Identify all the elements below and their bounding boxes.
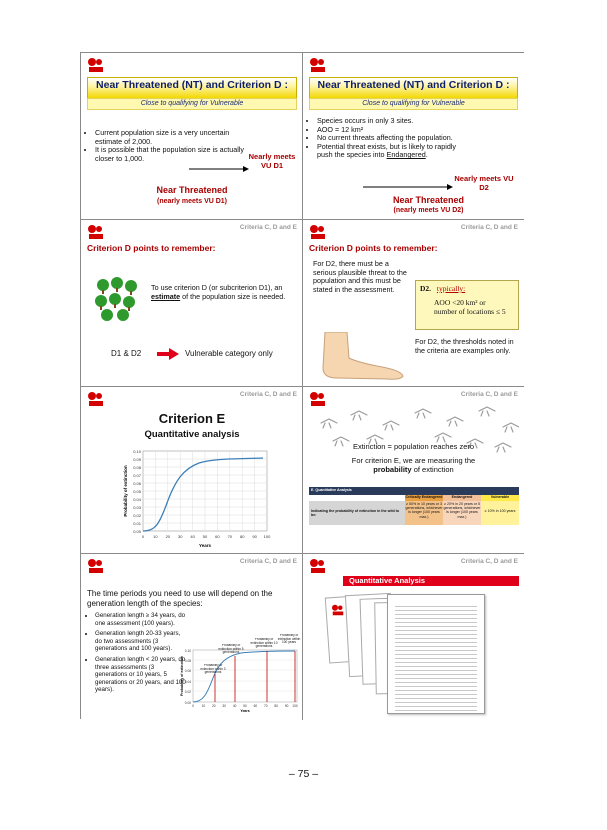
- intro-text: The time periods you need to use will depend on the generation length of the species:: [87, 589, 273, 608]
- extinction-definition: Extinction = population reaches zero: [352, 442, 475, 451]
- slide-8: [302, 554, 524, 720]
- criterion-e-text: For criterion E, we are measuring the probability of extinction: [351, 456, 476, 474]
- iucn-logo-icon: [87, 558, 105, 574]
- x-tick: 80: [274, 704, 278, 708]
- estimate-word: estimate: [151, 291, 181, 301]
- annotation-5-gen: Probability of extinction within 5 generations: [218, 644, 244, 655]
- x-tick: 50: [202, 534, 208, 539]
- criteria-label: Criteria C, D and E: [460, 558, 518, 565]
- d2-typically: typically:: [436, 284, 466, 293]
- y-axis-label: Probability of extinction: [180, 656, 184, 696]
- iucn-logo-icon: [87, 57, 105, 73]
- bullet-list: [87, 612, 187, 694]
- x-tick: 90: [252, 534, 257, 539]
- slide-banner: Quantitative Analysis: [343, 576, 519, 586]
- d-result: Vulnerable category only: [185, 349, 273, 358]
- slide-3: [81, 220, 303, 387]
- x-tick: 30: [177, 534, 183, 539]
- slide-title: Criterion D points to remember:: [87, 243, 216, 253]
- y-tick: 0.09: [133, 457, 141, 462]
- x-tick: 60: [215, 534, 220, 539]
- x-tick: 80: [239, 534, 245, 539]
- bullet-list: [87, 129, 245, 163]
- col-cr: Critically Endangered: [405, 495, 443, 499]
- criteria-label: Criteria C, D and E: [239, 558, 297, 565]
- slide-5: [81, 387, 303, 554]
- conclusion-sub: (nearly meets VU D2): [393, 207, 464, 214]
- x-tick: 50: [243, 704, 247, 708]
- slide-4: [302, 220, 524, 387]
- x-tick: 70: [264, 704, 268, 708]
- conclusion: Near Threatened: [156, 185, 228, 195]
- conclusion-sub: (nearly meets VU D1): [156, 198, 228, 205]
- x-tick: 10: [153, 534, 158, 539]
- x-tick: 30: [222, 704, 226, 708]
- y-tick: 0.10: [184, 649, 191, 653]
- d2-aoo: AOO <20 km² or: [434, 298, 486, 307]
- d-label: D1 & D2: [111, 349, 142, 358]
- bullet-item: • Generation length 20-33 years, do two assessments (3 generations and 100 years).: [95, 630, 187, 653]
- row-label: Indicating the probability of extinction in the wild to be:: [309, 501, 405, 525]
- slide-grid: [80, 52, 524, 719]
- y-tick: 0.10: [133, 449, 141, 454]
- slide-2: [302, 53, 524, 220]
- bullet-item: • Current population size is a very uncertain estimate of 2,000.: [95, 129, 245, 146]
- x-axis-label: Years: [240, 709, 250, 713]
- slide-title: Criterion E: [158, 411, 226, 426]
- bullet-item: • Generation length ≥ 34 years, do one assessment (100 years).: [95, 612, 187, 627]
- bullet-item: • Generation length < 20 years, do three assessments (3 generations or 10 years, 5 generations or 20 years, and 100 years).: [95, 656, 187, 694]
- y-tick: 0.00: [184, 701, 191, 705]
- d2-locations: number of locations ≤ 5: [434, 307, 506, 316]
- iucn-logo-icon: [87, 224, 105, 240]
- arrow-label: Nearly meets VU D2: [454, 174, 514, 192]
- slide-subtitle: Close to qualifying for Vulnerable: [309, 98, 518, 110]
- document-page: [387, 594, 485, 714]
- y-tick: 0.06: [133, 481, 141, 486]
- bullet-list: [309, 117, 467, 160]
- page-number: – 75 –: [288, 768, 319, 780]
- bullet-item: • No current threats affecting the population.: [317, 134, 467, 143]
- y-tick: 0.07: [133, 473, 141, 478]
- document-stack: [303, 554, 524, 720]
- generation-chart: [179, 634, 301, 714]
- x-tick: 90: [284, 704, 289, 708]
- y-tick: 0.01: [133, 521, 141, 526]
- bullet-item: • It is possible that the population size is actually closer to 1,000.: [95, 146, 245, 163]
- x-tick: 0: [141, 534, 145, 539]
- slide-title: Near Threatened (NT) and Criterion D :: [317, 79, 510, 91]
- cell-vu: ≥ 10% in 100 years: [481, 501, 519, 525]
- x-tick: 100: [292, 704, 298, 708]
- y-tick: 0.08: [184, 659, 191, 663]
- criteria-label: Criteria C, D and E: [239, 224, 297, 231]
- criteria-label: Criteria C, D and E: [460, 224, 518, 231]
- iucn-logo-icon: [309, 224, 327, 240]
- arrow-icon: [189, 165, 249, 173]
- annotation-3-gen: Probability of extinction within 3 generations: [200, 664, 226, 675]
- table-title: E. Quantitative Analysis: [309, 487, 519, 495]
- x-tick: 0: [192, 704, 194, 708]
- y-tick: 0.04: [184, 680, 191, 684]
- y-axis-label: Probability of extinction: [123, 465, 128, 517]
- slide-6: [302, 387, 524, 554]
- trees-icon: [93, 275, 141, 323]
- endangered-underlined: Endangered: [386, 150, 426, 160]
- d2-label: D2.: [420, 284, 432, 293]
- estimate-text: To use criterion D (or subcriterion D1), an estimate of the population size is needed.: [151, 283, 286, 301]
- iucn-logo-icon: [87, 391, 105, 407]
- x-tick: 20: [212, 704, 216, 708]
- y-tick: 0.08: [133, 465, 141, 470]
- y-tick: 0.03: [133, 505, 141, 510]
- x-axis-label: Years: [198, 543, 212, 548]
- arrow-icon: [363, 183, 453, 191]
- slide-subtitle: Quantitative analysis: [144, 429, 240, 440]
- y-tick: 0.05: [133, 489, 141, 494]
- x-tick: 60: [253, 704, 258, 708]
- col-vu: Vulnerable: [481, 495, 519, 501]
- d2-text-top: For D2, there must be a serious plausible threat to the population and this must be stated in the assessment.: [313, 259, 407, 294]
- cell-en: ≥ 20% in 20 years or 5 generations, whichever is longer (100 years max.): [443, 501, 481, 525]
- y-tick: 0.00: [133, 529, 141, 534]
- slide-subtitle: Close to qualifying for Vulnerable: [87, 98, 297, 110]
- y-tick: 0.04: [133, 497, 141, 502]
- x-tick: 20: [165, 534, 171, 539]
- table-row: [309, 501, 519, 525]
- x-tick: 100: [263, 534, 271, 539]
- annotation-10-gen: Probability of extinction within 10 generations: [250, 638, 278, 649]
- x-tick: 40: [190, 534, 195, 539]
- arrow-icon: [157, 348, 179, 360]
- bullet-item: • Potential threat exists, but is likely to rapidly push the species into Endangered.: [317, 143, 467, 160]
- criteria-e-table: [309, 487, 519, 527]
- iucn-logo-icon: [309, 57, 327, 73]
- y-tick: 0.06: [184, 669, 191, 673]
- iucn-logo-icon: [331, 604, 345, 616]
- cell-cr: ≥ 50% in 10 years or 3 generations, whichever is longer (100 years max.): [405, 501, 443, 525]
- y-tick: 0.02: [184, 690, 191, 694]
- d2-text-bottom: For D2, the thresholds noted in the criteria are examples only.: [415, 337, 514, 355]
- annotation-100-years: Probability of extinction within 100 years: [277, 634, 301, 645]
- x-tick: 70: [227, 534, 233, 539]
- bullet-item: • Species occurs in only 3 sites.: [317, 117, 467, 126]
- slide-title: Near Threatened (NT) and Criterion D :: [96, 79, 288, 91]
- arrow-label: Nearly meets VU D1: [248, 152, 296, 170]
- criteria-label: Criteria C, D and E: [460, 391, 518, 398]
- slide-1: [81, 53, 303, 220]
- bullet-item: • AOO = 12 km²: [317, 126, 467, 135]
- criteria-label: Criteria C, D and E: [239, 391, 297, 398]
- slide-title: Criterion D points to remember:: [309, 243, 438, 253]
- y-tick: 0.02: [133, 513, 141, 518]
- x-tick: 10: [201, 704, 206, 708]
- slide-7: [81, 554, 303, 720]
- x-tick: 40: [232, 704, 237, 708]
- conclusion: Near Threatened: [392, 195, 465, 205]
- extinction-chart: [121, 447, 271, 551]
- d2-box: [415, 280, 519, 330]
- col-en: Endangered: [443, 495, 481, 501]
- foot-icon: [317, 332, 405, 380]
